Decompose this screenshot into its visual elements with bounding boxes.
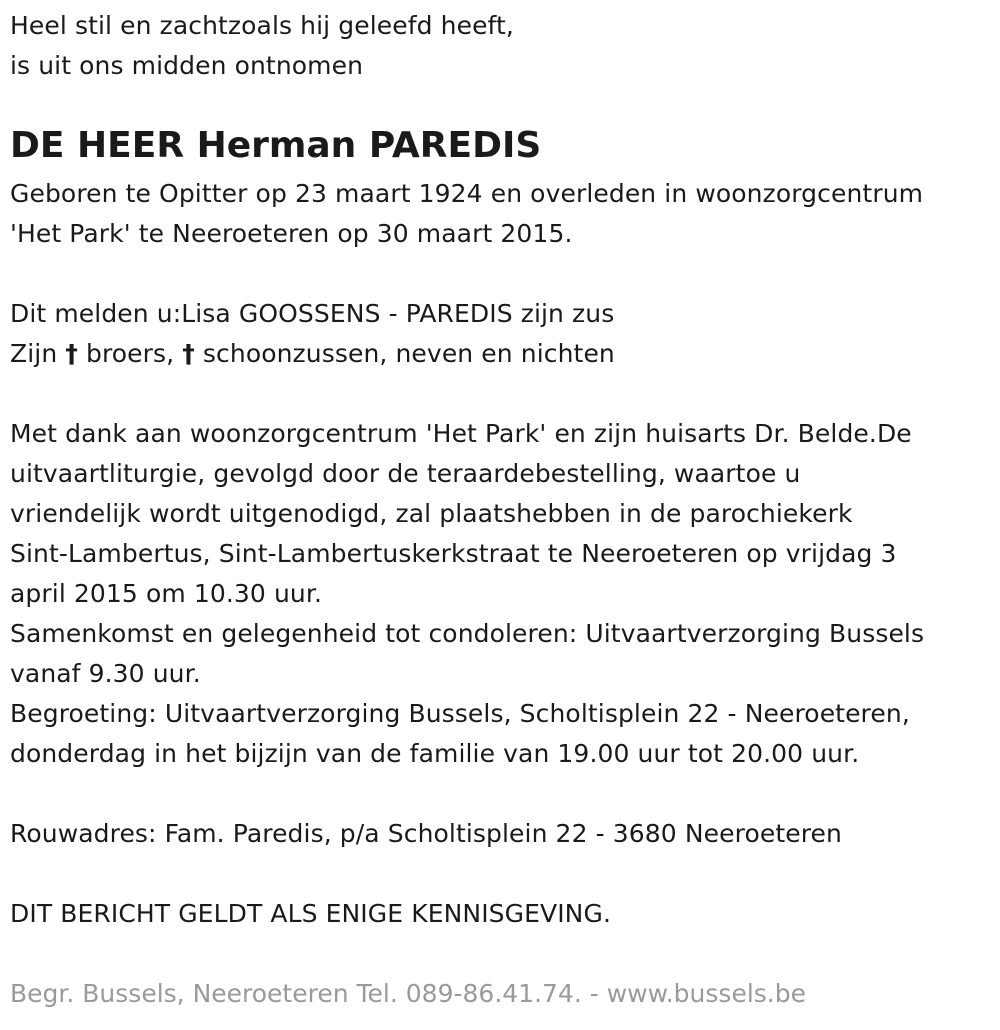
notice-statement [10, 894, 611, 934]
funeral-home-footer: Begr. Bussels, Neeroeteren Tel. 089-86.41.74. - www.bussels.be [10, 979, 806, 1008]
ceremony-line: Met dank aan woonzorgcentrum 'Het Park' en zijn huisarts Dr. Belde.De [10, 419, 912, 448]
family-line: Dit melden u:Lisa GOOSSENS - PAREDIS zijn zus [10, 299, 615, 328]
ceremony-line: vriendelijk wordt uitgenodigd, zal plaatshebben in de parochiekerk [10, 499, 853, 528]
intro-line: is uit ons midden ontnomen [10, 51, 364, 80]
address-line: Rouwadres: Fam. Paredis, p/a Scholtisplein 22 - 3680 Neeroeteren [10, 819, 842, 848]
ceremony-line: april 2015 om 10.30 uur. [10, 579, 323, 608]
ceremony-line: Sint-Lambertus, Sint-Lambertuskerkstraat te Neeroeteren op vrijdag 3 [10, 539, 897, 568]
family-text: schoonzussen, neven en nichten [194, 339, 615, 368]
intro-line: Heel stil en zachtzoals hij geleefd heeft, [10, 11, 514, 40]
family-announcement [10, 294, 615, 374]
family-text: broers, [77, 339, 183, 368]
family-line [10, 334, 615, 374]
intro-text [10, 6, 514, 86]
birth-line: Geboren te Opitter op 23 maart 1924 en overleden in woonzorgcentrum [10, 179, 924, 208]
family-text: Zijn [10, 339, 66, 368]
birth-line: 'Het Park' te Neeroeteren op 30 maart 2015. [10, 219, 573, 248]
cross-icon: † [65, 339, 78, 368]
ceremony-line: vanaf 9.30 uur. [10, 659, 201, 688]
ceremony-line: Begroeting: Uitvaartverzorging Bussels, Scholtisplein 22 - Neeroeteren, [10, 699, 910, 728]
deceased-name: DE HEER Herman PAREDIS [10, 125, 542, 166]
ceremony-line: uitvaartliturgie, gevolgd door de teraardebestelling, waartoe u [10, 459, 801, 488]
ceremony-details [10, 414, 924, 774]
mourning-address [10, 814, 842, 854]
ceremony-line: Samenkomst en gelegenheid tot condoleren: Uitvaartverzorging Bussels [10, 619, 925, 648]
notice-line: DIT BERICHT GELDT ALS ENIGE KENNISGEVING. [10, 899, 611, 928]
birth-death-details [10, 174, 923, 254]
cross-icon: † [182, 339, 195, 368]
ceremony-line: donderdag in het bijzijn van de familie van 19.00 uur tot 20.00 uur. [10, 739, 860, 768]
